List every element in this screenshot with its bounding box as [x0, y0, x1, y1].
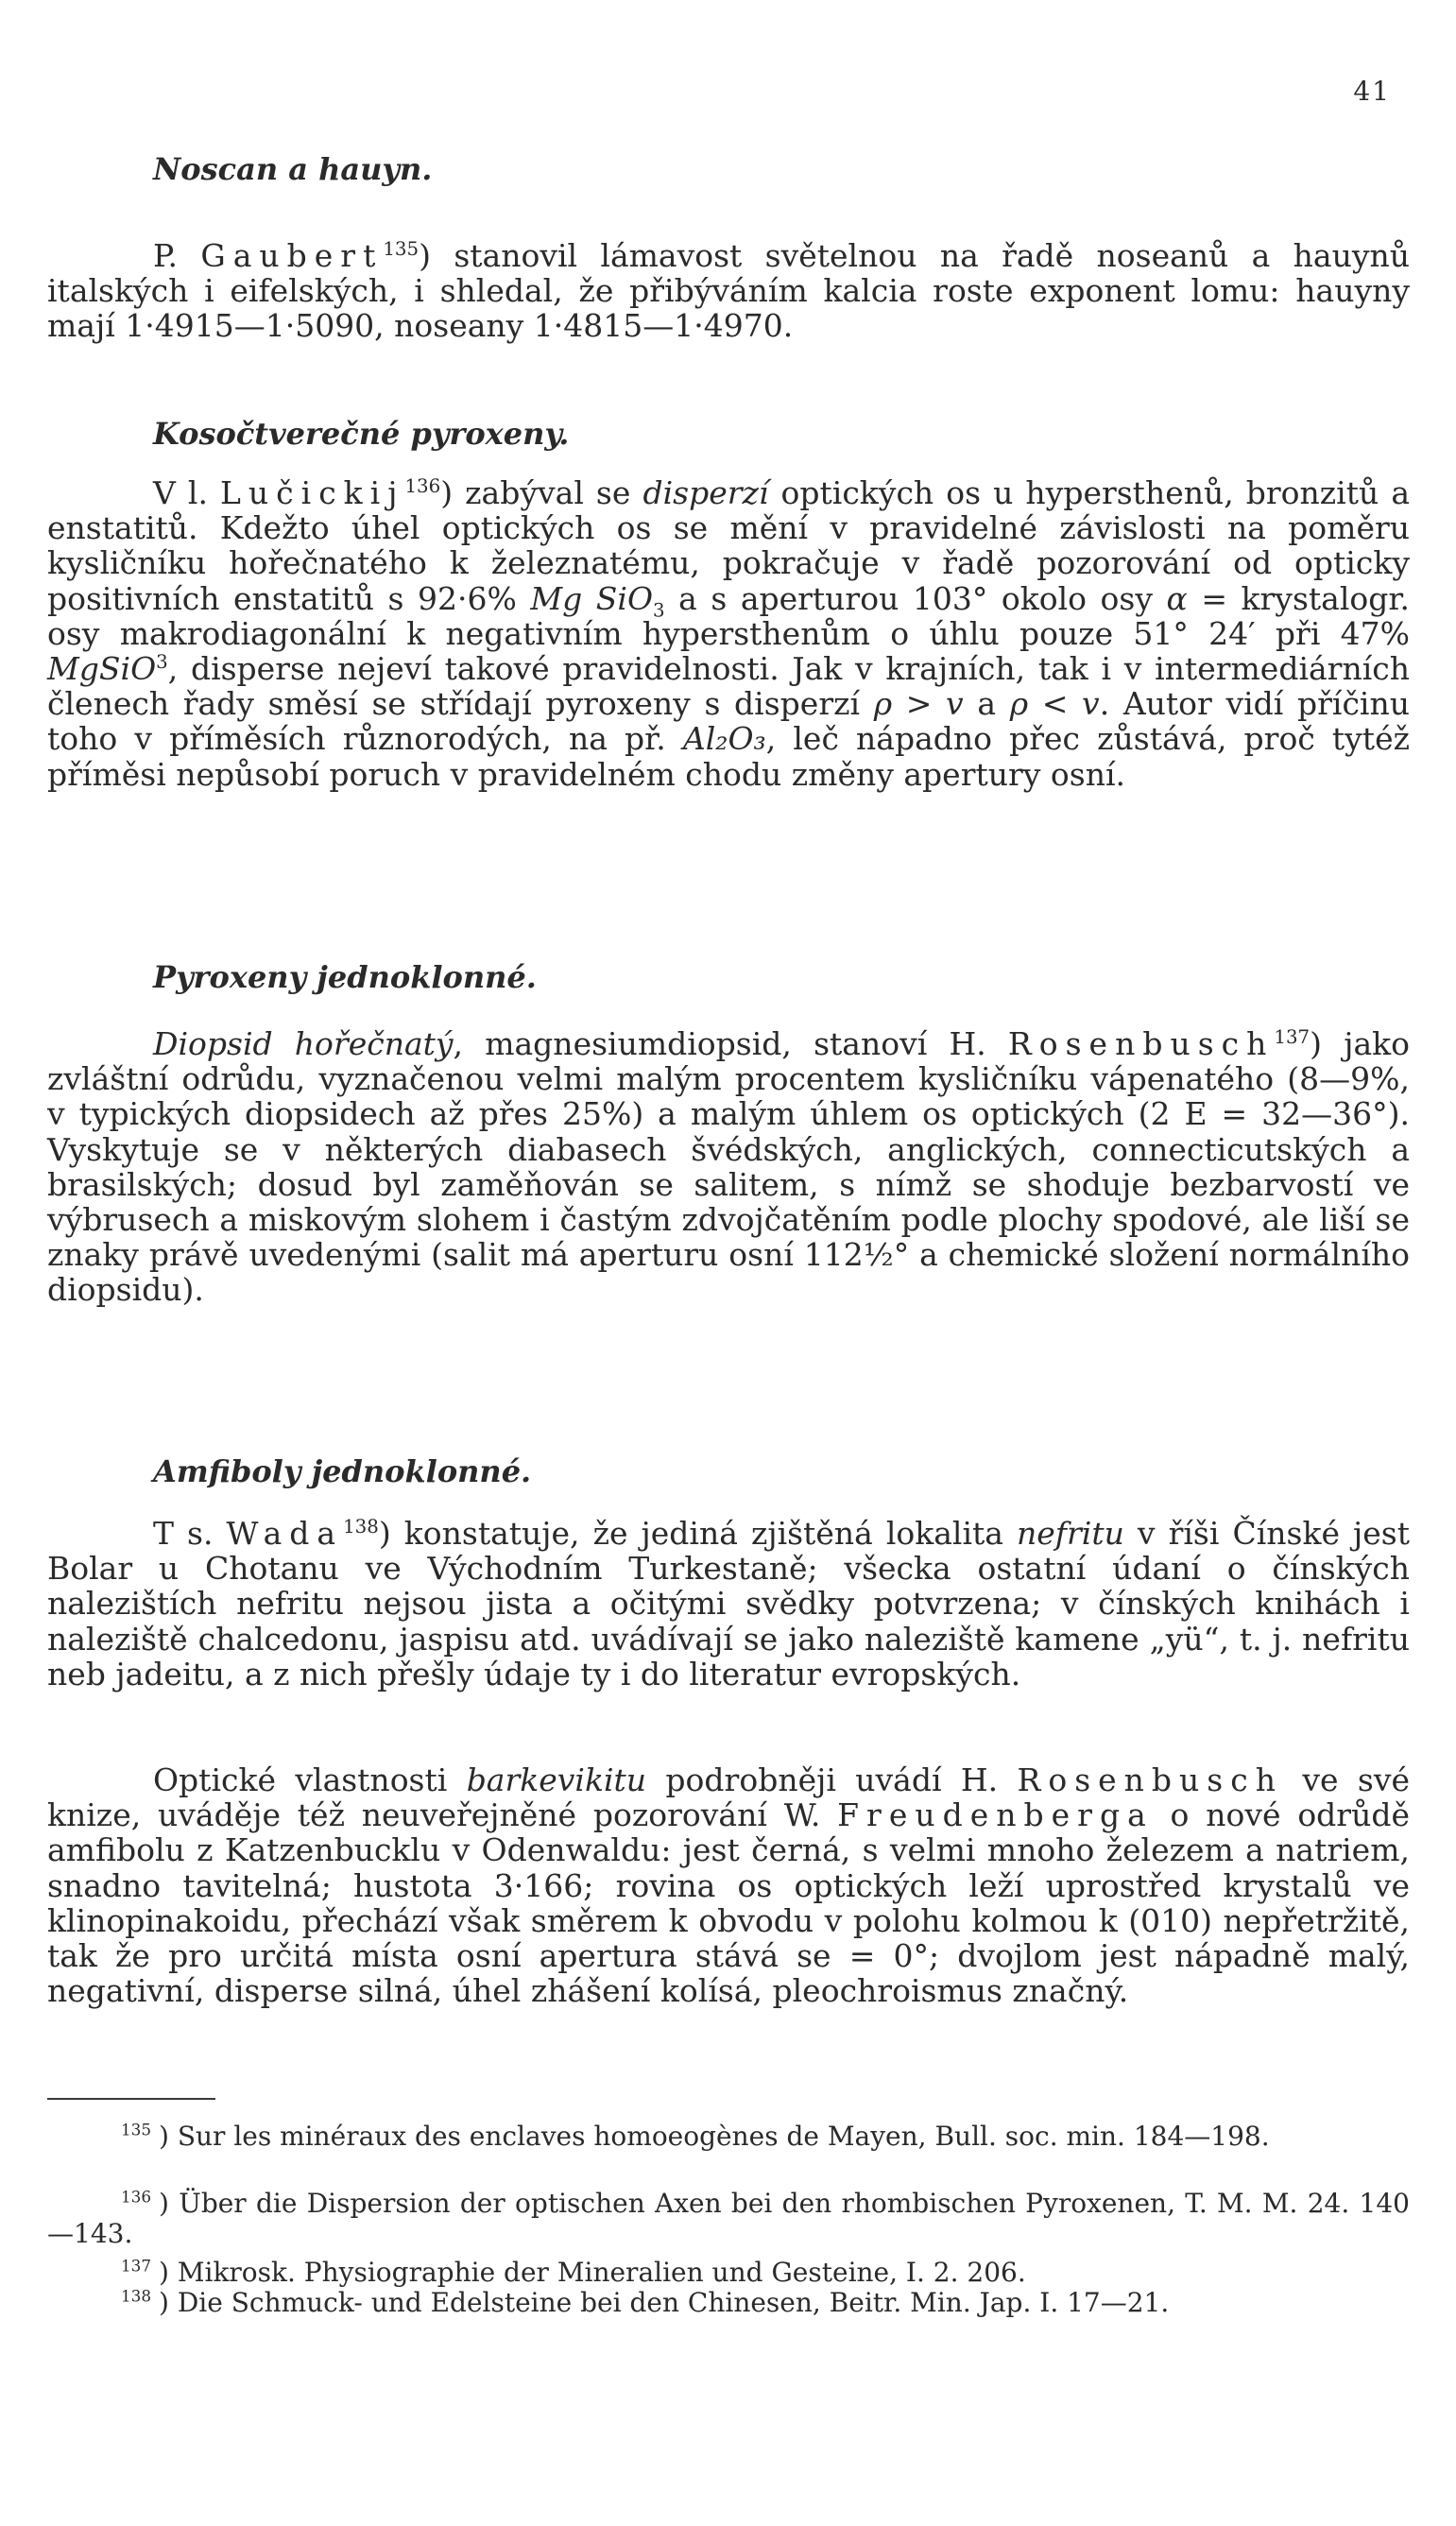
author-name: Gaubert — [200, 237, 384, 274]
footnote-text: ) Die Schmuck- und Edelsteine bei den Chinesen, Beitr. Min. Jap. I. 17—21. — [159, 2287, 1170, 2318]
formula: Al₂O₃ — [682, 720, 766, 758]
paragraph-text: ) stanovil lámavost světelnou na řadě noseanů a hauynů italských i eifelských, i shledal, že přibýváním kalcia roste exponent lomu: hauyny mají 1·4915—1·5090, noseany 1·4815—1·4970. — [47, 237, 1410, 345]
footnote-ref: 137 — [1274, 1026, 1310, 1048]
footnote-text: ) Mikrosk. Physiographie der Mineralien und Gesteine, I. 2. 206. — [159, 2257, 1026, 2288]
paragraph-noscan — [47, 238, 1410, 344]
italic-term: nefritu — [1017, 1515, 1124, 1552]
paragraph-amfib-2 — [47, 1762, 1410, 2008]
text-run: ) zabýval se — [440, 474, 643, 511]
author-name: Freudenberga — [837, 1796, 1154, 1834]
footnote-135 — [47, 2122, 1410, 2152]
italic-term: barkevikitu — [466, 1761, 647, 1798]
author-prefix: P. — [153, 237, 201, 274]
italic-term: Diopsid hořečnatý — [153, 1025, 454, 1062]
paragraph-amfib-1 — [47, 1516, 1410, 1692]
footnote-137 — [47, 2258, 1410, 2288]
footnote-text: ) Über die Dispersion der optischen Axen bei den rhombischen Pyroxenen, T. M. M. 24. 140—143. — [47, 2188, 1410, 2249]
author-name: Wada — [226, 1515, 344, 1552]
footnote-138 — [47, 2288, 1410, 2318]
heading-amfib: Amfiboly jednoklonné. — [153, 1453, 532, 1489]
text-run: ve své knize, uváděje též neuveřejněné pozorování W. — [47, 1761, 1410, 1834]
text-run: a — [963, 685, 1010, 723]
formula-subscript: 3 — [653, 599, 665, 622]
text-run: . Autor vidí příčinu toho v příměsích různorodých, na př. — [47, 685, 1410, 758]
symbol: ρ < v — [1009, 685, 1100, 723]
author-prefix: V l. — [153, 474, 220, 511]
footnote-number: 135 — [120, 2120, 151, 2139]
heading-kosoct: Kosočtverečné pyroxeny. — [153, 416, 570, 452]
author-name: Rosenbusch — [1007, 1025, 1275, 1062]
text-run: , leč nápadno přec zůstává, proč tytéž příměsi nepůsobí poruch v pravidelném chodu změny apertury osní. — [47, 720, 1410, 793]
paragraph-pyrox — [47, 1026, 1410, 1308]
text-run: , magnesiumdiopsid, stanoví H. — [453, 1025, 1008, 1062]
footnote-number: 138 — [120, 2286, 151, 2306]
text-run: a s aperturou 103° okolo osy — [664, 579, 1167, 617]
footnote-number: 136 — [120, 2187, 151, 2207]
formula-superscript: 3 — [156, 651, 168, 674]
footnote-divider — [47, 2098, 215, 2100]
heading-noscan: Noscan a hauyn. — [153, 151, 433, 187]
text-run: o nové odrůdě amfibolu z Katzenbucklu v Odenwaldu: jest černá, s velmi mnoho železem a natriem, snadno tavitelná; hustota 3·166; rovina os optických leží uprostřed krystalů ve klinopinakoidu, přechází však směrem k obvodu v polohu kolmou k (010) nepřetržitě, tak že pro určitá místa osní apertura stává se = 0°; dvojlom jest nápadně malý, negativní, disperse silná, úhel zhášení kolísá, pleochroismus značný. — [47, 1796, 1410, 2010]
footnote-ref: 138 — [343, 1516, 379, 1538]
text-run: = krystalogr. osy makrodiagonální k negativním hypersthenům o úhlu pouze 51° 24′ při 47% — [47, 579, 1411, 652]
author-prefix: T s. — [153, 1515, 227, 1552]
page-number: 41 — [1353, 76, 1391, 107]
formula: Mg SiO — [530, 579, 654, 617]
text-run: optických os u hypersthenů, bronzitů a enstatitů. Kdežto úhel optických os se mění v pravidelné závislosti na poměru kysličníku hořečnatého k železnatému, pokračuje v řadě pozorování od opticky positivních enstatitů s 92·6% — [47, 474, 1410, 617]
heading-pyrox: Pyroxeny jednoklonné. — [153, 959, 537, 995]
paragraph-kosoct — [47, 475, 1410, 792]
footnote-ref: 136 — [404, 475, 441, 497]
formula: MgSiO — [47, 650, 157, 688]
italic-term: disperzí — [642, 474, 769, 511]
text-run: podrobněji uvádí H. — [646, 1761, 1018, 1798]
text-run: ) konstatuje, že jediná zjištěná lokalita — [378, 1515, 1018, 1552]
text-run: v říši Čínské jest Bolar u Chotanu ve Východním Turkestaně; všecka ostatní údaní o čínských nalezištích nefritu nejsou jista a očitými svědky potvrzena; v čínských knihách i naleziště chalcedonu, jaspisu atd. uvádívají se jako naleziště kamene „yü“, t. j. nefritu neb jadeitu, a z nich přešly údaje ty i do literatur evropských. — [47, 1515, 1410, 1693]
author-name: Rosenbusch — [1017, 1761, 1283, 1798]
footnote-136 — [47, 2189, 1410, 2249]
author-name: Lučickij — [220, 474, 405, 511]
text-run: Optické vlastnosti — [153, 1761, 467, 1798]
text-run: , disperse nejeví takové pravidelnosti. Jak v krajních, tak i v intermediárních členech řady směsí se střídají pyroxeny s disperzí — [47, 650, 1410, 723]
footnote-ref: 135 — [383, 238, 420, 260]
footnote-text: ) Sur les minéraux des enclaves homoeogènes de Mayen, Bull. soc. min. 184—198. — [159, 2121, 1270, 2152]
symbol: ρ > v — [873, 685, 964, 723]
symbol: α — [1166, 579, 1188, 617]
text-run: ) jako zvláštní odrůdu, vyznačenou velmi malým procentem kysličníku vápenatého (8—9%, v typických diopsidech až přes 25%) a malým úhlem os optických (2 E = 32—36°). Vyskytuje se v některých diabasech švédských, anglických, connecticutských a brasilských; dosud byl zaměňován se salitem, s nímž se shoduje bezbarvostí ve výbrusech a miskovým slohem i častým zdvojčatěním podle plochy spodové, ale liší se znaky právě uvedenými (salit má aperturu osní 112½° a chemické složení normálního diopsidu). — [47, 1025, 1410, 1309]
footnote-number: 137 — [120, 2256, 151, 2276]
